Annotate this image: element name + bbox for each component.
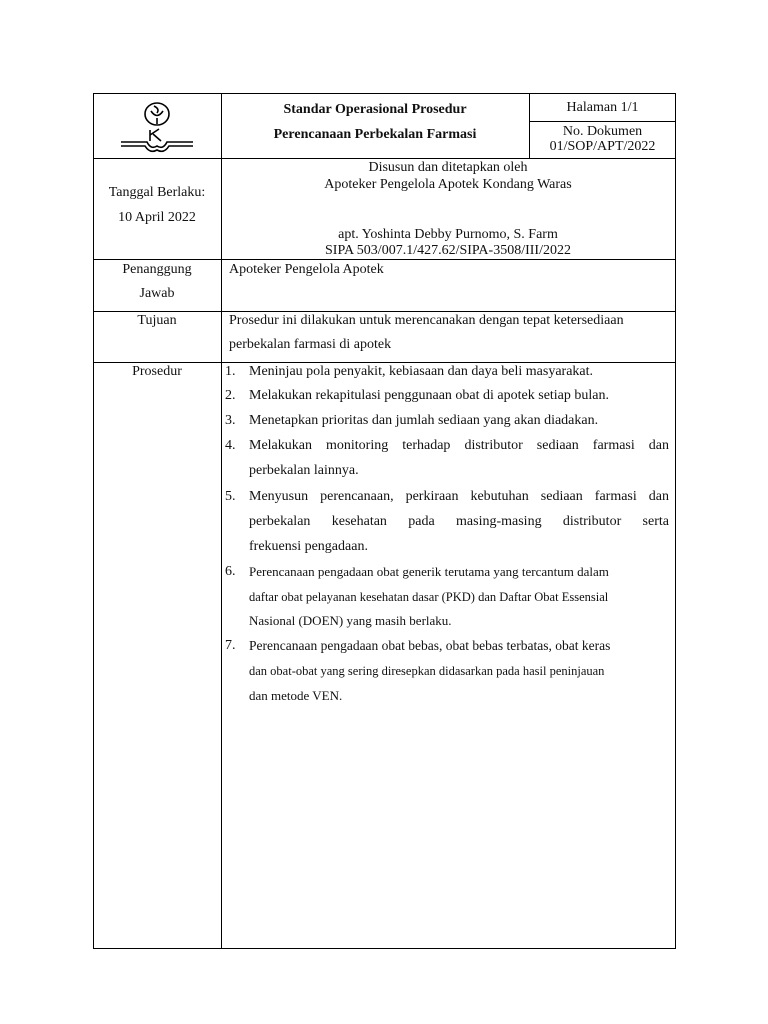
procedure-item-7-line-1: Perencanaan pengadaan obat bebas, obat bebas terbatas, obat keras — [249, 638, 611, 653]
doc-number-value: 01/SOP/APT/2022 — [549, 139, 656, 154]
doc-number-label: No. Dokumen — [562, 124, 643, 139]
row-divider-purpose — [93, 362, 676, 363]
procedure-item-1-text: Meninjau pola penyakit, kebiasaan dan daya beli masyarakat. — [249, 364, 594, 379]
document-title: Standar Operasional Prosedur — [283, 102, 467, 117]
responsible-label-line-1: Penanggung — [122, 262, 192, 277]
table-border-top — [93, 93, 676, 94]
column-divider — [221, 93, 222, 949]
procedure-item-1-number: 1. — [225, 364, 236, 379]
procedure-item-7-line-2: dan obat-obat yang sering diresepkan didasarkan pada hasil peninjauan — [249, 664, 605, 678]
row-divider-approval — [93, 259, 676, 260]
table-border-right — [675, 93, 676, 949]
responsible-label-line-2: Jawab — [139, 286, 175, 301]
pharmacy-logo-icon — [117, 100, 197, 154]
procedure-item-2-number: 2. — [225, 388, 236, 403]
procedure-item-4-line-1: Melakukan monitoring terhadap distributor sediaan farmasi dan — [249, 438, 669, 453]
procedure-label: Prosedur — [132, 364, 182, 379]
procedure-item-3-number: 3. — [225, 413, 236, 428]
procedure-item-6-line-1: Perencanaan pengadaan obat generik terutama yang tercantum dalam — [249, 564, 609, 579]
procedure-item-7-line-3: dan metode VEN. — [249, 688, 343, 703]
purpose-label: Tujuan — [137, 313, 177, 328]
row-divider-header — [93, 158, 676, 159]
procedure-item-7-number: 7. — [225, 638, 236, 653]
approval-line-1: Disusun dan ditetapkan oleh — [368, 160, 528, 175]
row-divider-responsible — [93, 311, 676, 312]
procedure-item-6-line-3: Nasional (DOEN) yang masih berlaku. — [249, 613, 452, 628]
procedure-item-6-number: 6. — [225, 564, 236, 579]
header-page-separator — [529, 121, 676, 122]
procedure-item-2-text: Melakukan rekapitulasi penggunaan obat di apotek setiap bulan. — [249, 388, 610, 403]
table-border-bottom — [93, 948, 676, 949]
approver-name: apt. Yoshinta Debby Purnomo, S. Farm — [338, 227, 558, 242]
page-number: Halaman 1/1 — [566, 100, 639, 115]
procedure-item-6-line-2: daftar obat pelayanan kesehatan dasar (PKD) dan Daftar Obat Essensial — [249, 590, 609, 604]
procedure-item-3-text: Menetapkan prioritas dan jumlah sediaan yang akan diadakan. — [249, 413, 599, 428]
procedure-item-5-line-2: perbekalan kesehatan pada masing-masing distributor serta — [249, 514, 669, 529]
purpose-line-1: Prosedur ini dilakukan untuk merencanakan dengan tepat ketersediaan — [229, 313, 624, 328]
procedure-item-5-line-3: frekuensi pengadaan. — [249, 539, 368, 554]
approver-sipa: SIPA 503/007.1/427.62/SIPA-3508/III/2022 — [325, 243, 571, 258]
document-subtitle: Perencanaan Perbekalan Farmasi — [273, 127, 477, 142]
purpose-line-2: perbekalan farmasi di apotek — [229, 337, 392, 352]
approval-line-2: Apoteker Pengelola Apotek Kondang Waras — [324, 177, 572, 192]
procedure-item-5-line-1: Menyusun perencanaan, perkiraan kebutuhan sediaan farmasi dan — [249, 489, 669, 504]
validity-date: 10 April 2022 — [118, 210, 196, 225]
validity-label: Tanggal Berlaku: — [108, 185, 206, 200]
procedure-item-5-number: 5. — [225, 489, 236, 504]
procedure-item-4-number: 4. — [225, 438, 236, 453]
responsible-value: Apoteker Pengelola Apotek — [229, 262, 384, 277]
procedure-item-4-line-2: perbekalan lainnya. — [249, 463, 359, 478]
